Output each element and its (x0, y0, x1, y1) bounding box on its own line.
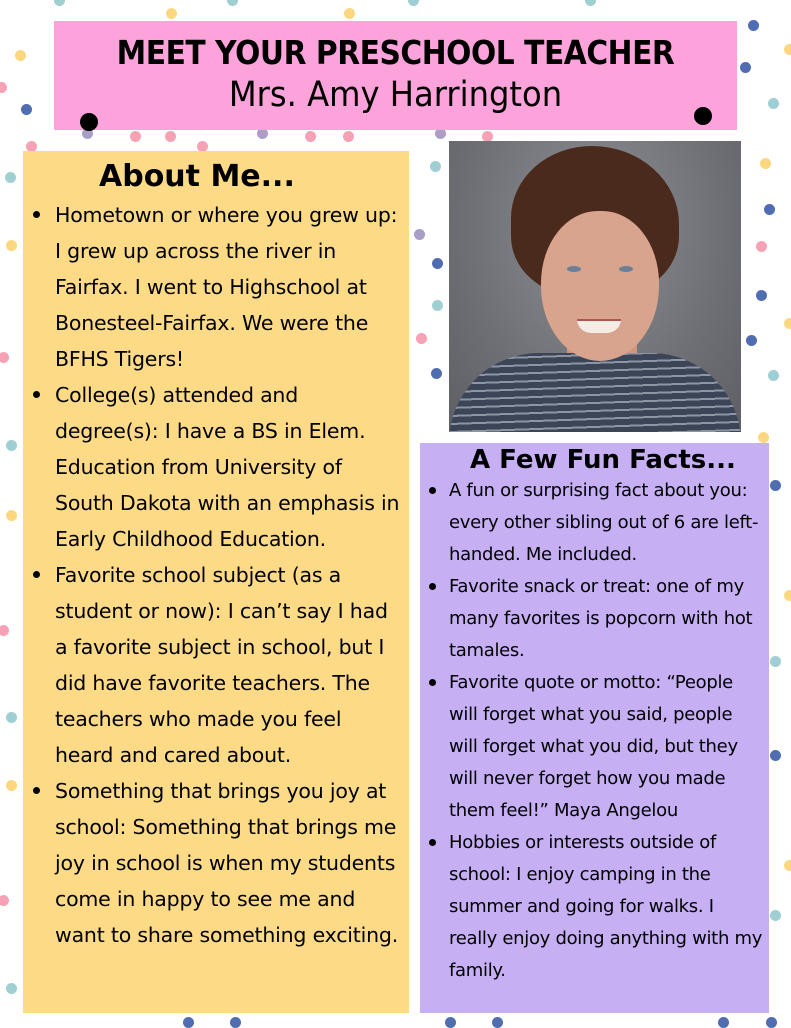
decor-dot (166, 8, 177, 19)
photo-eye (619, 266, 633, 272)
decor-dot (492, 1017, 503, 1028)
decor-dot (0, 625, 9, 636)
decor-dot (746, 335, 757, 346)
about-me-list (23, 197, 409, 953)
decor-dot (6, 440, 17, 451)
header-banner (54, 21, 737, 130)
list-item: Favorite school subject (as a student or now): I can’t say I had a favorite subject in school, but I did have favorite teachers. The teachers who made you feel heard and cared about. (55, 557, 405, 773)
decor-dot (0, 895, 9, 906)
decor-dot (756, 241, 767, 252)
decor-dot (770, 750, 781, 761)
decor-dot (770, 910, 781, 921)
teacher-name: Mrs. Amy Harrington (228, 75, 563, 115)
decor-dot (760, 158, 771, 169)
about-me-panel (23, 151, 409, 1013)
decor-dot (784, 590, 791, 601)
decor-dot (130, 131, 141, 142)
decor-dot (6, 240, 17, 251)
photo-shirt (449, 353, 741, 432)
decor-dot (756, 290, 767, 301)
decor-dot (766, 1017, 777, 1028)
decor-bullet-icon (694, 107, 712, 125)
list-item: Favorite quote or motto: “People will forget what you said, people will forget what you did, but they will never forget how you made them feel!” Maya Angelou (449, 667, 765, 827)
decor-dot (6, 712, 17, 723)
decor-dot (718, 1017, 729, 1028)
decor-dot (770, 656, 781, 667)
decor-dot (6, 510, 17, 521)
decor-dot (740, 62, 751, 73)
decor-dot (431, 368, 442, 379)
decor-dot (230, 1017, 241, 1028)
decor-dot (54, 0, 65, 6)
decor-dot (430, 161, 441, 172)
decor-dot (784, 860, 791, 871)
decor-dot (445, 1017, 456, 1028)
decor-dot (784, 318, 791, 329)
page-title: MEET YOUR PRESCHOOL TEACHER (116, 33, 675, 72)
decor-dot (0, 352, 9, 363)
list-item: Favorite snack or treat: one of my many favorites is popcorn with hot tamales. (449, 571, 765, 667)
decor-dot (343, 131, 354, 142)
list-item: Hobbies or interests outside of school: I enjoy camping in the summer and going for walks. I really enjoy doing anything with my family. (449, 827, 765, 987)
list-item: Something that brings you joy at school: Something that brings me joy in school is when my students come in happy to see me and want to share something exciting. (55, 773, 405, 953)
decor-dot (5, 172, 16, 183)
decor-dot (165, 131, 176, 142)
decor-dot (408, 0, 419, 6)
decor-dot (414, 229, 425, 240)
decor-dot (784, 44, 791, 55)
decor-dot (6, 983, 17, 994)
decor-dot (768, 98, 779, 109)
decor-bullet-icon (80, 113, 98, 131)
decor-dot (15, 50, 26, 61)
decor-dot (748, 20, 759, 31)
decor-dot (0, 82, 7, 93)
photo-eye (567, 266, 581, 272)
decor-dot (770, 480, 781, 491)
teacher-photo (449, 141, 741, 432)
list-item: A fun or surprising fact about you: every other sibling out of 6 are left-handed. Me included. (449, 475, 765, 571)
fun-facts-list (420, 475, 769, 987)
decor-dot (344, 8, 355, 19)
decor-dot (768, 370, 779, 381)
decor-dot (758, 432, 769, 443)
decor-dot (305, 131, 316, 142)
decor-dot (227, 0, 238, 6)
fun-facts-heading: A Few Fun Facts... (470, 445, 736, 475)
decor-dot (432, 258, 443, 269)
list-item: College(s) attended and degree(s): I have a BS in Elem. Education from University of South Dakota with an emphasis in Early Childhood Education. (55, 377, 405, 557)
decor-dot (21, 104, 32, 115)
about-me-heading: About Me... (99, 159, 295, 194)
decor-dot (183, 1017, 194, 1028)
decor-dot (416, 333, 427, 344)
photo-face (541, 211, 659, 361)
decor-dot (764, 204, 775, 215)
fun-facts-panel (420, 443, 769, 1013)
decor-dot (585, 0, 596, 6)
list-item: Hometown or where you grew up: I grew up across the river in Fairfax. I went to Highschool at Bonesteel-Fairfax. We were the BFHS Tigers! (55, 197, 405, 377)
decor-dot (6, 780, 17, 791)
decor-dot (432, 300, 443, 311)
